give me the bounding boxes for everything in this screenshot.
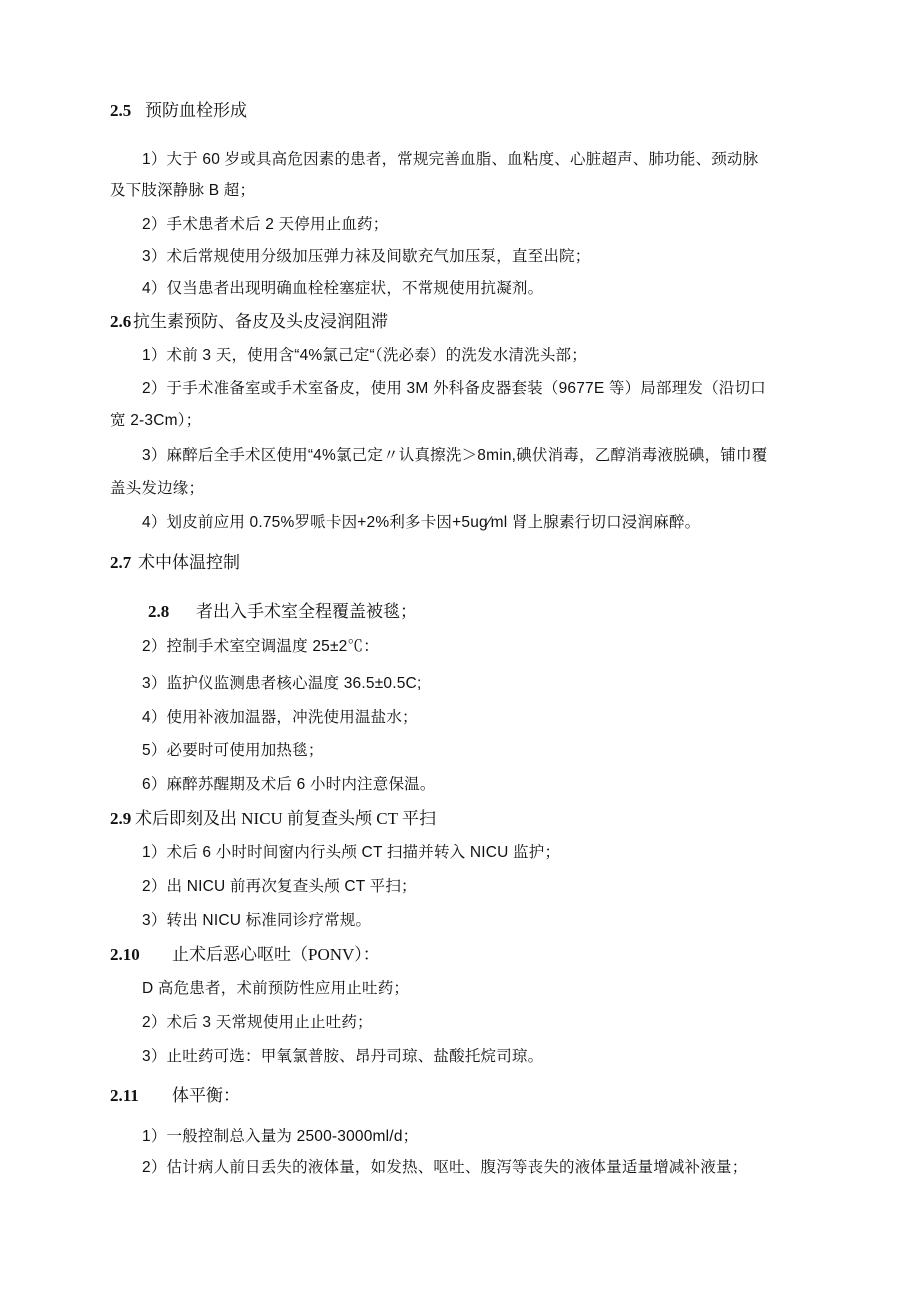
list-item: 1）术前 3 天，使用含“4%氯己定“（洗必泰）的洗发水清洗头部；	[142, 347, 587, 364]
section-number: 2.9	[110, 809, 132, 828]
list-item: 3）止吐药可选：甲氧氯普胺、昂丹司琼、盐酸托烷司琼。	[142, 1048, 544, 1065]
section-heading-2-10	[110, 944, 380, 966]
list-item: 5）必要时可使用加热毯；	[142, 742, 324, 759]
section-number: 2.8	[148, 602, 170, 621]
list-item: 2）手术患者术后 2 天停用止血药；	[142, 216, 389, 233]
list-item-continuation: 及下肢深静脉 B 超；	[110, 182, 256, 199]
section-number: 2.11	[110, 1086, 139, 1105]
section-title: 抗生素预防、备皮及头皮浸润阻滞	[133, 312, 388, 331]
list-item: 1）一般控制总入量为 2500-3000ml/d；	[142, 1128, 419, 1145]
list-item-continuation: 盖头发边缘；	[110, 480, 205, 497]
section-title: 体平衡：	[172, 1086, 240, 1105]
list-item: 2）控制手术室空调温度 25±2℃：	[142, 638, 379, 655]
section-title: 术后即刻及出 NICU 前复查头颅 CT 平扫	[135, 809, 436, 828]
section-title: 术中体温控制	[138, 553, 240, 572]
list-item: 3）转出 NICU 标准同诊疗常规。	[142, 912, 372, 929]
list-item: 6）麻醉苏醒期及术后 6 小时内注意保温。	[142, 776, 436, 793]
section-heading-2-6	[110, 311, 388, 333]
section-number: 2.6	[110, 312, 132, 331]
section-number: 2.5	[110, 101, 132, 120]
section-title: 止术后恶心呕吐（PONV）：	[172, 945, 380, 964]
section-heading-2-7	[110, 552, 240, 574]
section-heading-2-11	[110, 1085, 240, 1107]
list-item: 2）于手术准备室或手术室备皮，使用 3M 外科备皮器套装（9677E 等）局部理发（沿切口	[142, 380, 766, 397]
list-item: 4）使用补液加温器，冲洗使用温盐水；	[142, 709, 418, 726]
list-item: 2）估计病人前日丢失的液体量，如发热、呕吐、腹泻等丧失的液体量适量增减补液量；	[142, 1159, 748, 1176]
list-item: 3）术后常规使用分级加压弹力袜及间歇充气加压泵，直至出院；	[142, 248, 591, 265]
list-item-continuation: 宽 2-3Cm）；	[110, 412, 202, 429]
section-number: 2.10	[110, 945, 140, 964]
section-title: 者出入手术室全程覆盖被毯；	[196, 602, 417, 621]
list-item: 2）出 NICU 前再次复查头颅 CT 平扫；	[142, 878, 417, 895]
list-item: 3）麻醉后全手术区使用“4%氯己定〃认真擦洗＞8min,碘伏消毒，乙醇消毒液脱碘，铺巾覆	[142, 447, 768, 464]
section-title: 预防血栓形成	[145, 101, 247, 120]
list-item: 4）划皮前应用 0.75%罗哌卡因+2%利多卡因+5ug∕ml 肾上腺素行切口浸润麻醉。	[142, 514, 701, 531]
list-item: 2）术后 3 天常规使用止止吐药；	[142, 1014, 373, 1031]
section-heading-2-5	[110, 100, 247, 122]
list-item: 1）大于 60 岁或具高危因素的患者，常规完善血脂、血粘度、心脏超声、肺功能、颈动脉	[142, 151, 759, 168]
section-number: 2.7	[110, 553, 132, 572]
list-item: 4）仅当患者出现明确血栓栓塞症状，不常规使用抗凝剂。	[142, 280, 544, 297]
list-item: D 高危患者，术前预防性应用止吐药；	[142, 980, 410, 997]
list-item: 1）术后 6 小时时间窗内行头颅 CT 扫描并转入 NICU 监护；	[142, 844, 561, 861]
section-heading-2-9	[110, 808, 436, 830]
section-heading-2-8	[148, 601, 417, 623]
list-item: 3）监护仪监测患者核心温度 36.5±0.5C;	[142, 675, 422, 692]
